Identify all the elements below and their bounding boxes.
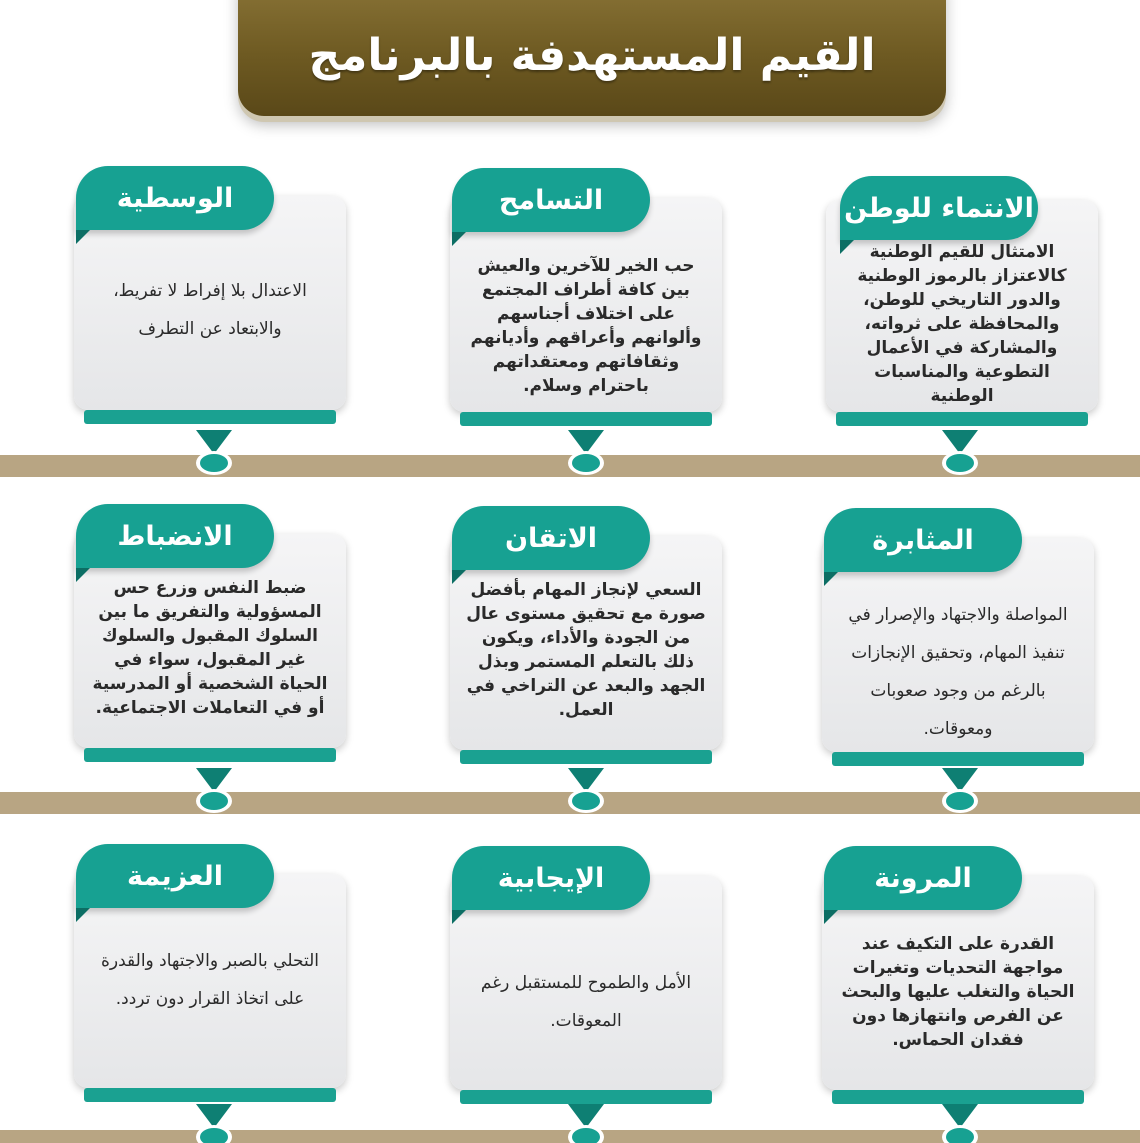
- connector-icon: [938, 430, 982, 480]
- card-description: التحلي بالصبر والاجتهاد والقدرة على اتخاذ القرار دون تردد.: [101, 951, 319, 1009]
- connector-icon: [564, 430, 608, 480]
- connector-icon: [564, 768, 608, 818]
- card-description: ضبط النفس وزرع حس المسؤولية والتفريق ما بين السلوك المقبول والسلوك غير المقبول، سواء في الحياة الشخصية أو المدرسية أو في التعاملات الاجتماعية.: [92, 578, 328, 718]
- card-description: الاعتدال بلا إفراط لا تفريط، والابتعاد عن التطرف: [113, 281, 307, 339]
- card-description: السعي لإنجاز المهام بأفضل صورة مع تحقيق مستوى عال من الجودة والأداء، ويكون ذلك بالتعلم المستمر وبذل الجهد والبعد عن التراخي في العمل.: [466, 580, 706, 720]
- connector-icon: [564, 1104, 608, 1143]
- connector-icon: [938, 768, 982, 818]
- card-heading: العزيمة: [76, 844, 274, 908]
- card-heading: الوسطية: [76, 166, 274, 230]
- card-heading: الانضباط: [76, 504, 274, 568]
- card-heading: المثابرة: [824, 508, 1022, 572]
- connector-icon: [192, 1104, 236, 1143]
- card-description: حب الخير للآخرين والعيش بين كافة أطراف المجتمع على اختلاف أجناسهم وألوانهم وأعراقهم وأديانهم وثقافاتهم ومعتقداتهم باحترام وسلام.: [470, 256, 702, 396]
- card-heading: التسامح: [452, 168, 650, 232]
- page-title: القيم المستهدفة بالبرنامج: [308, 30, 876, 81]
- card-heading: الاتقان: [452, 506, 650, 570]
- connector-icon: [938, 1104, 982, 1143]
- card-heading: الإيجابية: [452, 846, 650, 910]
- card-heading: المرونة: [824, 846, 1022, 910]
- card-description: المواصلة والاجتهاد والإصرار في تنفيذ المهام، وتحقيق الإنجازات بالرغم من وجود صعوبات ومعوقات.: [848, 605, 1068, 739]
- connector-icon: [192, 768, 236, 818]
- card-description: الأمل والطموح للمستقبل رغم المعوقات.: [480, 973, 692, 1031]
- card-heading: الانتماء للوطن: [840, 176, 1038, 240]
- connector-icon: [192, 430, 236, 480]
- card-description: الامتثال للقيم الوطنية كالاعتزاز بالرموز الوطنية والدور التاريخي للوطن، والمحافظة على ثرواته، والمشاركة في الأعمال التطوعية والمناسبات الوطنية: [857, 242, 1067, 406]
- card-description: القدرة على التكيف عند مواجهة التحديات وتغيرات الحياة والتغلب عليها والبحث عن الفرص وانتهازها دون فقدان الحماس.: [841, 934, 1075, 1050]
